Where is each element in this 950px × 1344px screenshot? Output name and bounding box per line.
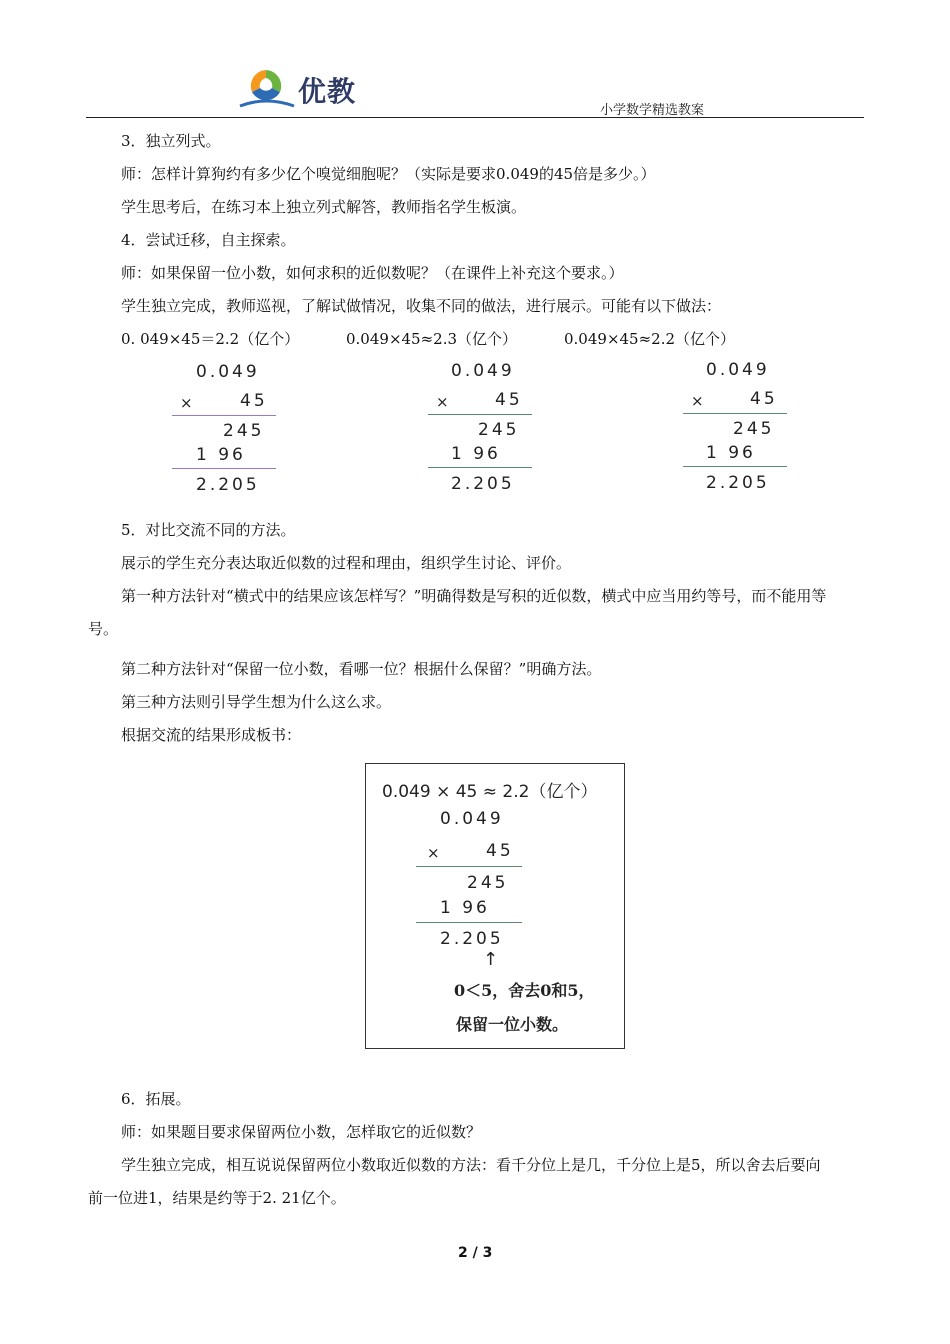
times-sign: × bbox=[180, 394, 196, 412]
page-number: 2 / 3 bbox=[458, 1245, 493, 1261]
multiplicand: 0.049 bbox=[706, 360, 770, 380]
divider-line bbox=[416, 922, 522, 923]
logo-text: 优教 bbox=[298, 75, 357, 108]
multiplier: 45 bbox=[240, 391, 268, 411]
multiplicand: 0.049 bbox=[451, 361, 515, 381]
header-divider bbox=[86, 117, 864, 118]
multiplicand: 0.049 bbox=[196, 362, 260, 382]
partial-product-2: 1 96 bbox=[440, 898, 490, 918]
partial-product-1: 245 bbox=[733, 419, 775, 439]
divider-line bbox=[683, 466, 787, 467]
paragraph-method-2-analysis: 第二种方法针对“保留一位小数，看哪一位？根据什么保留？”明确方法。 bbox=[121, 660, 602, 678]
document-title: 小学数学精选教案 bbox=[600, 103, 705, 118]
paragraph-step5: 5．对比交流不同的方法。 bbox=[121, 521, 296, 539]
paragraph-method-1-analysis: 第一种方法针对“横式中的结果应该怎样写？”明确得数是写积的近似数，横式中应当用约等号，而不能用等号。 bbox=[88, 587, 827, 638]
method-3-equation: 0.049×45≈2.2（亿个） bbox=[564, 330, 736, 348]
vertical-calculation-2 bbox=[428, 359, 538, 499]
board-note-2: 保留一位小数。 bbox=[456, 1015, 569, 1034]
board-note-1: 0＜5，舍去0和5， bbox=[454, 981, 595, 1000]
divider-line bbox=[172, 468, 276, 469]
multiplier: 45 bbox=[750, 389, 778, 409]
times-sign: × bbox=[427, 844, 443, 862]
paragraph-teacher-question: 师：怎样计算狗约有多少亿个嗅觉细胞呢？（实际是要求0.049的45倍是多少。） bbox=[121, 165, 656, 183]
partial-product-2: 1 96 bbox=[706, 443, 756, 463]
paragraph-extension-question: 师：如果题目要求保留两位小数，怎样取它的近似数？ bbox=[121, 1123, 482, 1141]
paragraph-board-intro: 根据交流的结果形成板书： bbox=[121, 726, 302, 744]
vertical-calculation-3 bbox=[683, 358, 793, 498]
divider-line bbox=[683, 413, 787, 414]
product: 2.205 bbox=[451, 474, 515, 494]
paragraph-step3: 3．独立列式。 bbox=[121, 132, 221, 150]
partial-product-1: 245 bbox=[478, 420, 520, 440]
board-equation: 0.049 × 45 ≈ 2.2（亿个） bbox=[382, 782, 598, 802]
product: 2.205 bbox=[706, 473, 770, 493]
multiplicand: 0.049 bbox=[440, 809, 504, 829]
logo-mark-icon bbox=[236, 66, 298, 112]
times-sign: × bbox=[436, 393, 452, 411]
method-1-equation: 0. 049×45＝2.2（亿个） bbox=[121, 330, 300, 348]
times-sign: × bbox=[691, 392, 707, 410]
partial-product-2: 1 96 bbox=[451, 444, 501, 464]
divider-line bbox=[428, 414, 532, 415]
paragraph-student-work: 学生思考后，在练习本上独立列式解答，教师指名学生板演。 bbox=[121, 198, 527, 216]
multiplier: 45 bbox=[486, 841, 514, 861]
divider-line bbox=[172, 415, 276, 416]
blackboard-summary bbox=[365, 763, 625, 1049]
divider-line bbox=[428, 467, 532, 468]
paragraph-teacher-question-2: 师：如果保留一位小数，如何求积的近似数呢？（在课件上补充这个要求。） bbox=[121, 264, 624, 282]
paragraph-step4: 4．尝试迁移，自主探索。 bbox=[121, 231, 296, 249]
vertical-calculation-1 bbox=[172, 360, 282, 500]
partial-product-2: 1 96 bbox=[196, 445, 246, 465]
partial-product-1: 245 bbox=[467, 873, 509, 893]
paragraph-method-3-analysis: 第三种方法则引导学生想为什么这么求。 bbox=[121, 693, 392, 711]
product: 2.205 bbox=[196, 475, 260, 495]
up-arrow-icon: ↑ bbox=[483, 949, 499, 970]
paragraph-student-independent: 学生独立完成，教师巡视，了解试做情况，收集不同的做法，进行展示。可能有以下做法： bbox=[121, 297, 722, 315]
paragraph-extension-answer: 学生独立完成，相互说说保留两位小数取近似数的方法：看千分位上是几，千分位上是5，所以舍去后要向前一位进1，结果是约等于2. 21亿个。 bbox=[88, 1156, 821, 1207]
paragraph-discussion: 展示的学生充分表达取近似数的过程和理由，组织学生讨论、评价。 bbox=[121, 554, 572, 572]
multiplier: 45 bbox=[495, 390, 523, 410]
method-2-equation: 0.049×45≈2.3（亿个） bbox=[346, 330, 518, 348]
divider-line bbox=[416, 866, 522, 867]
partial-product-1: 245 bbox=[223, 421, 265, 441]
product: 2.205 bbox=[440, 929, 504, 949]
paragraph-step6: 6．拓展。 bbox=[121, 1090, 191, 1108]
